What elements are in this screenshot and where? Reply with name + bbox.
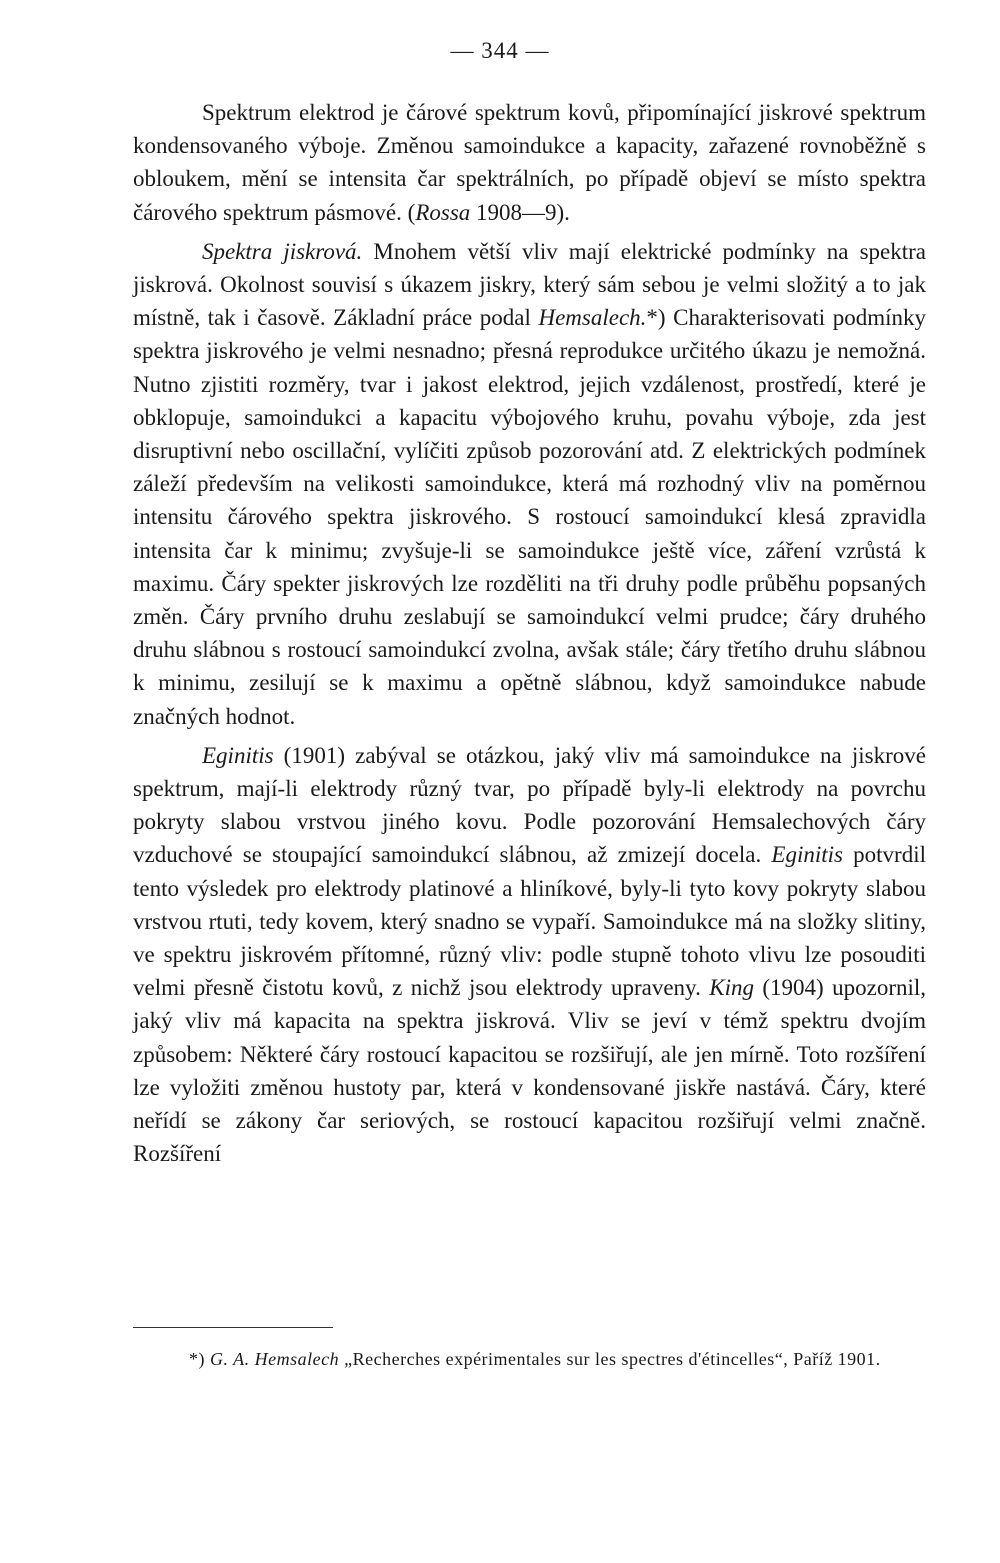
cited-author-king: King: [709, 975, 754, 1001]
paragraph-electrode-spectrum: [133, 96, 926, 229]
paragraph-eginitis-king: [133, 739, 926, 1171]
body-text: [133, 96, 926, 1171]
page-number: — 344 —: [450, 38, 550, 63]
footnote-marker: *): [646, 305, 666, 331]
cited-author-eginitis: Eginitis: [202, 742, 274, 768]
cited-author-hemsalech: Hemsalech.: [538, 305, 647, 331]
footnote-mark: *): [189, 1349, 205, 1369]
paragraph-text: potvrdil tento výsledek pro elektrody platinové a hliníkové, byly-li tyto kovy pokryty slabou vrstvou rtuti, tedy kovem, který snadno se vypaří. Samoindukce má na složky slitiny, ve spektru jiskrovém přítomné, různý vliv: podle stupně tohoto vlivu lze posouditi velmi přesně čistotu kovů, z nichž jsou elektrody upraveny.: [133, 842, 926, 1001]
cited-author-rossa: Rossa: [415, 199, 471, 225]
paragraph-text: Charakterisovati podmínky spektra jiskrového je velmi nesnadno; přesná reprodukce určitého úkazu je nemožná. Nutno zjistiti rozměry, tvar i jakost elektrod, jejich vzdálenost, prostředí, které je obklopuje, samoindukci a kapacitu výbojového kruhu, povahu výboje, zda jest disruptivní nebo oscillační, vylíčiti způsob pozorování atd. Z elektrických podmínek záleží především na velikosti samoindukce, která má rozhodný vliv na poměrnou intensitu čárového spektra jiskrového. S rostoucí samoindukcí klesá zpravidla intensita čar k minimu; zvyšuje-li se samoindukce ještě více, záření vzrůstá k maximu. Čáry spekter jiskrových lze rozděliti na tři druhy podle průběhu popsaných změn. Čáry prvního druhu zeslabují se samoindukcí velmi prudce; čáry druhého druhu slábnou s rostoucí samoindukcí zvolna, avšak stále; čáry třetího druhu slábnou k minimu, zesilují se k maximu a opětně slábnou, když samoindukce nabude značných hodnot.: [133, 305, 926, 729]
footnote-divider: [133, 1327, 333, 1328]
paragraph-text: 1908—9).: [470, 199, 570, 225]
paragraph-text: Spektrum elektrod je čárové spektrum kovů, připomínající jiskrové spektrum kondensovaného výboje. Změnou samoindukce a kapacity, zařazené rovnoběžně s obloukem, mění se intensita čar spektrálních, po případě objeví se místo spektra čárového spektrum pásmové. (: [133, 100, 926, 225]
paragraph-text: (1901) zabýval se otázkou, jaký vliv má samoindukce na jiskrové spektrum, mají-li elektrody různý tvar, po případě byly-li elektrody na povrchu pokryty slabou vrstvou jiného kovu. Podle pozorování Hemsalechových čáry vzduchové se stoupající samoindukcí slábnou, až zmizejí docela.: [133, 742, 926, 868]
section-heading: Spektra jiskrová.: [202, 238, 363, 264]
footnote: [133, 1346, 926, 1373]
paragraph-text: (1904) upozornil, jaký vliv má kapacita na spektra jiskrová. Vliv se jeví v témž spektru dvojím způsobem: Některé čáry rostoucí kapacitou se rozšiřují, ale jen mírně. Toto rozšíření lze vyložiti změnou hustoty par, která v kondensované jiskře nastává. Čáry, které neřídí se zákony čar seriových, se rostoucí kapacitou rozšiřují velmi značně. Rozšíření: [133, 975, 927, 1167]
footnote-author: G. A. Hemsalech: [210, 1349, 340, 1369]
cited-author-eginitis: Eginitis: [771, 842, 843, 868]
paragraph-text: Mnohem větší vliv mají elektrické podmínky na spektra jiskrová. Okolnost souvisí s úkazem jiskry, který sám sebou je velmi složitý a to jak místně, tak i časově. Základní práce podal: [133, 238, 926, 331]
footnote-text: „Recherches expérimentales sur les spectres d'étincelles“, Paříž 1901.: [339, 1349, 881, 1369]
paragraph-spark-spectra: [133, 235, 926, 733]
